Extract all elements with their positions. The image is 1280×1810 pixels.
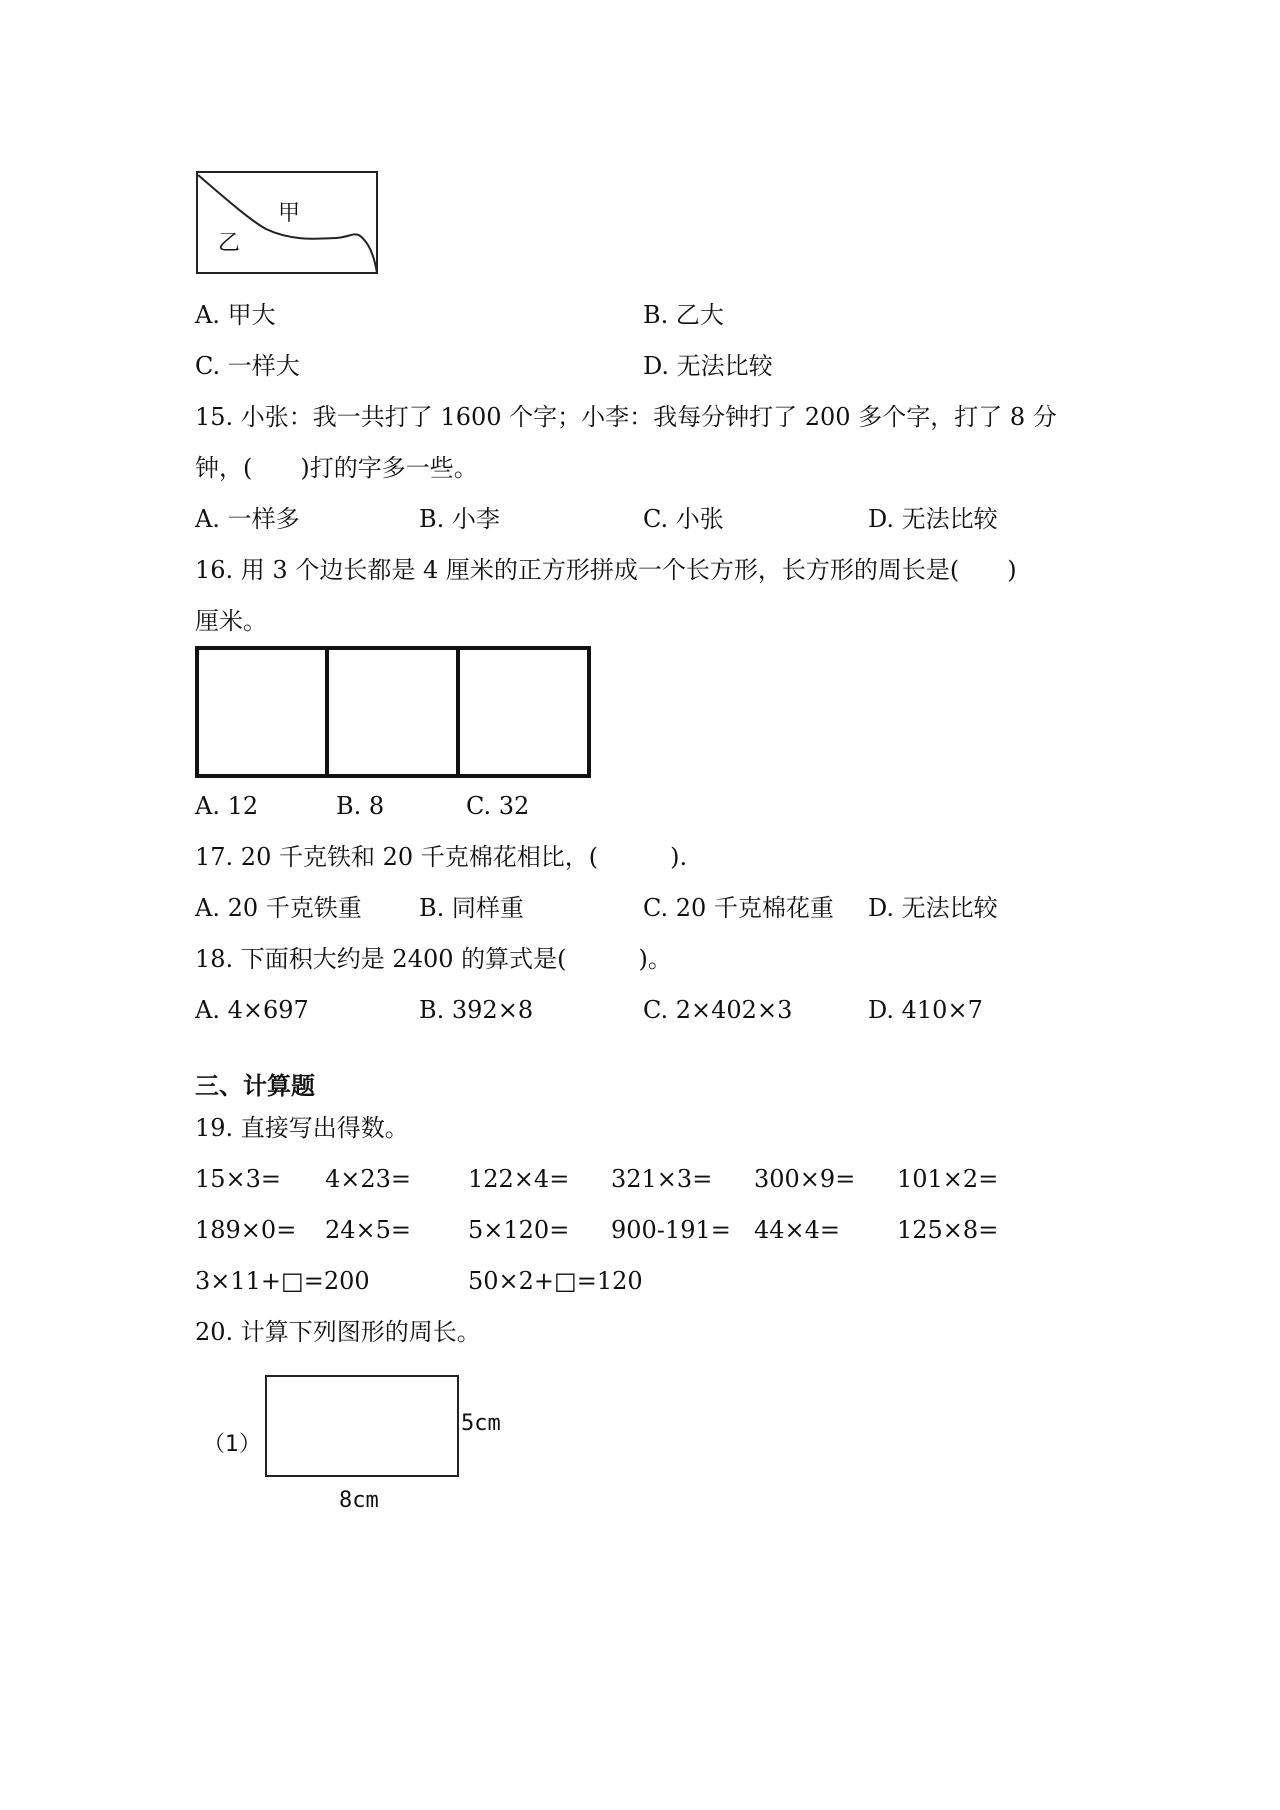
q19-expr: 4×23= xyxy=(325,1165,412,1193)
q16-option-c[interactable]: C. 32 xyxy=(466,792,530,820)
q17-text: 17. 20 千克铁和 20 千克棉花相比，( ). xyxy=(195,843,688,871)
q17-option-d[interactable]: D. 无法比较 xyxy=(868,894,998,922)
q19-expr: 5×120= xyxy=(468,1216,570,1244)
q18-option-a[interactable]: A. 4×697 xyxy=(195,996,309,1024)
q14-option-d[interactable]: D. 无法比较 xyxy=(643,352,773,380)
q19-expr: 44×4= xyxy=(754,1216,841,1244)
q20-rectangle xyxy=(265,1375,459,1477)
q18-option-c[interactable]: C. 2×402×3 xyxy=(643,996,793,1024)
q18-text: 18. 下面积大约是 2400 的算式是( )。 xyxy=(195,945,672,973)
q16-option-b[interactable]: B. 8 xyxy=(336,792,385,820)
q15-text-line1: 15. 小张：我一共打了 1600 个字；小李：我每分钟打了 200 多个字，打了 8 分 xyxy=(195,403,1057,431)
q19-expr: 122×4= xyxy=(468,1165,570,1193)
q19-expr: 15×3= xyxy=(195,1165,282,1193)
q20-width-label: 8cm xyxy=(339,1488,379,1513)
q19-expr: 125×8= xyxy=(897,1216,999,1244)
q16-text-line1: 16. 用 3 个边长都是 4 厘米的正方形拼成一个长方形，长方形的周长是( ) xyxy=(195,556,1017,584)
q16-squares-figure xyxy=(195,646,591,778)
q14-label-yi: 乙 xyxy=(218,231,241,256)
q15-text-line2: 钟，( )打的字多一些。 xyxy=(195,454,478,482)
q19-expr: 3×11+□=200 xyxy=(195,1267,370,1295)
q19-expr: 189×0= xyxy=(195,1216,297,1244)
q14-label-jia: 甲 xyxy=(278,201,301,226)
q19-expr: 900-191= xyxy=(611,1216,731,1244)
q15-option-c[interactable]: C. 小张 xyxy=(643,505,724,533)
q14-option-c[interactable]: C. 一样大 xyxy=(195,352,300,380)
q19-title: 19. 直接写出得数。 xyxy=(195,1114,409,1142)
q20-height-label: 5cm xyxy=(461,1411,501,1436)
q17-option-c[interactable]: C. 20 千克棉花重 xyxy=(643,894,834,922)
q17-option-a[interactable]: A. 20 千克铁重 xyxy=(195,894,362,922)
q18-option-b[interactable]: B. 392×8 xyxy=(419,996,534,1024)
q20-item-label: （1） xyxy=(203,1432,261,1457)
q19-expr: 24×5= xyxy=(325,1216,412,1244)
q16-option-a[interactable]: A. 12 xyxy=(195,792,259,820)
q14-option-a[interactable]: A. 甲大 xyxy=(195,301,276,329)
q14-option-b[interactable]: B. 乙大 xyxy=(643,301,724,329)
q15-option-a[interactable]: A. 一样多 xyxy=(195,505,300,533)
section-heading: 三、计算题 xyxy=(195,1072,315,1100)
q15-option-b[interactable]: B. 小李 xyxy=(419,505,500,533)
q19-expr: 321×3= xyxy=(611,1165,713,1193)
q19-expr: 300×9= xyxy=(754,1165,856,1193)
q20-title: 20. 计算下列图形的周长。 xyxy=(195,1318,481,1346)
q16-text-line2: 厘米。 xyxy=(195,607,267,635)
q19-expr: 50×2+□=120 xyxy=(468,1267,643,1295)
q19-expr: 101×2= xyxy=(897,1165,999,1193)
q18-option-d[interactable]: D. 410×7 xyxy=(868,996,983,1024)
q17-option-b[interactable]: B. 同样重 xyxy=(419,894,524,922)
q15-option-d[interactable]: D. 无法比较 xyxy=(868,505,998,533)
